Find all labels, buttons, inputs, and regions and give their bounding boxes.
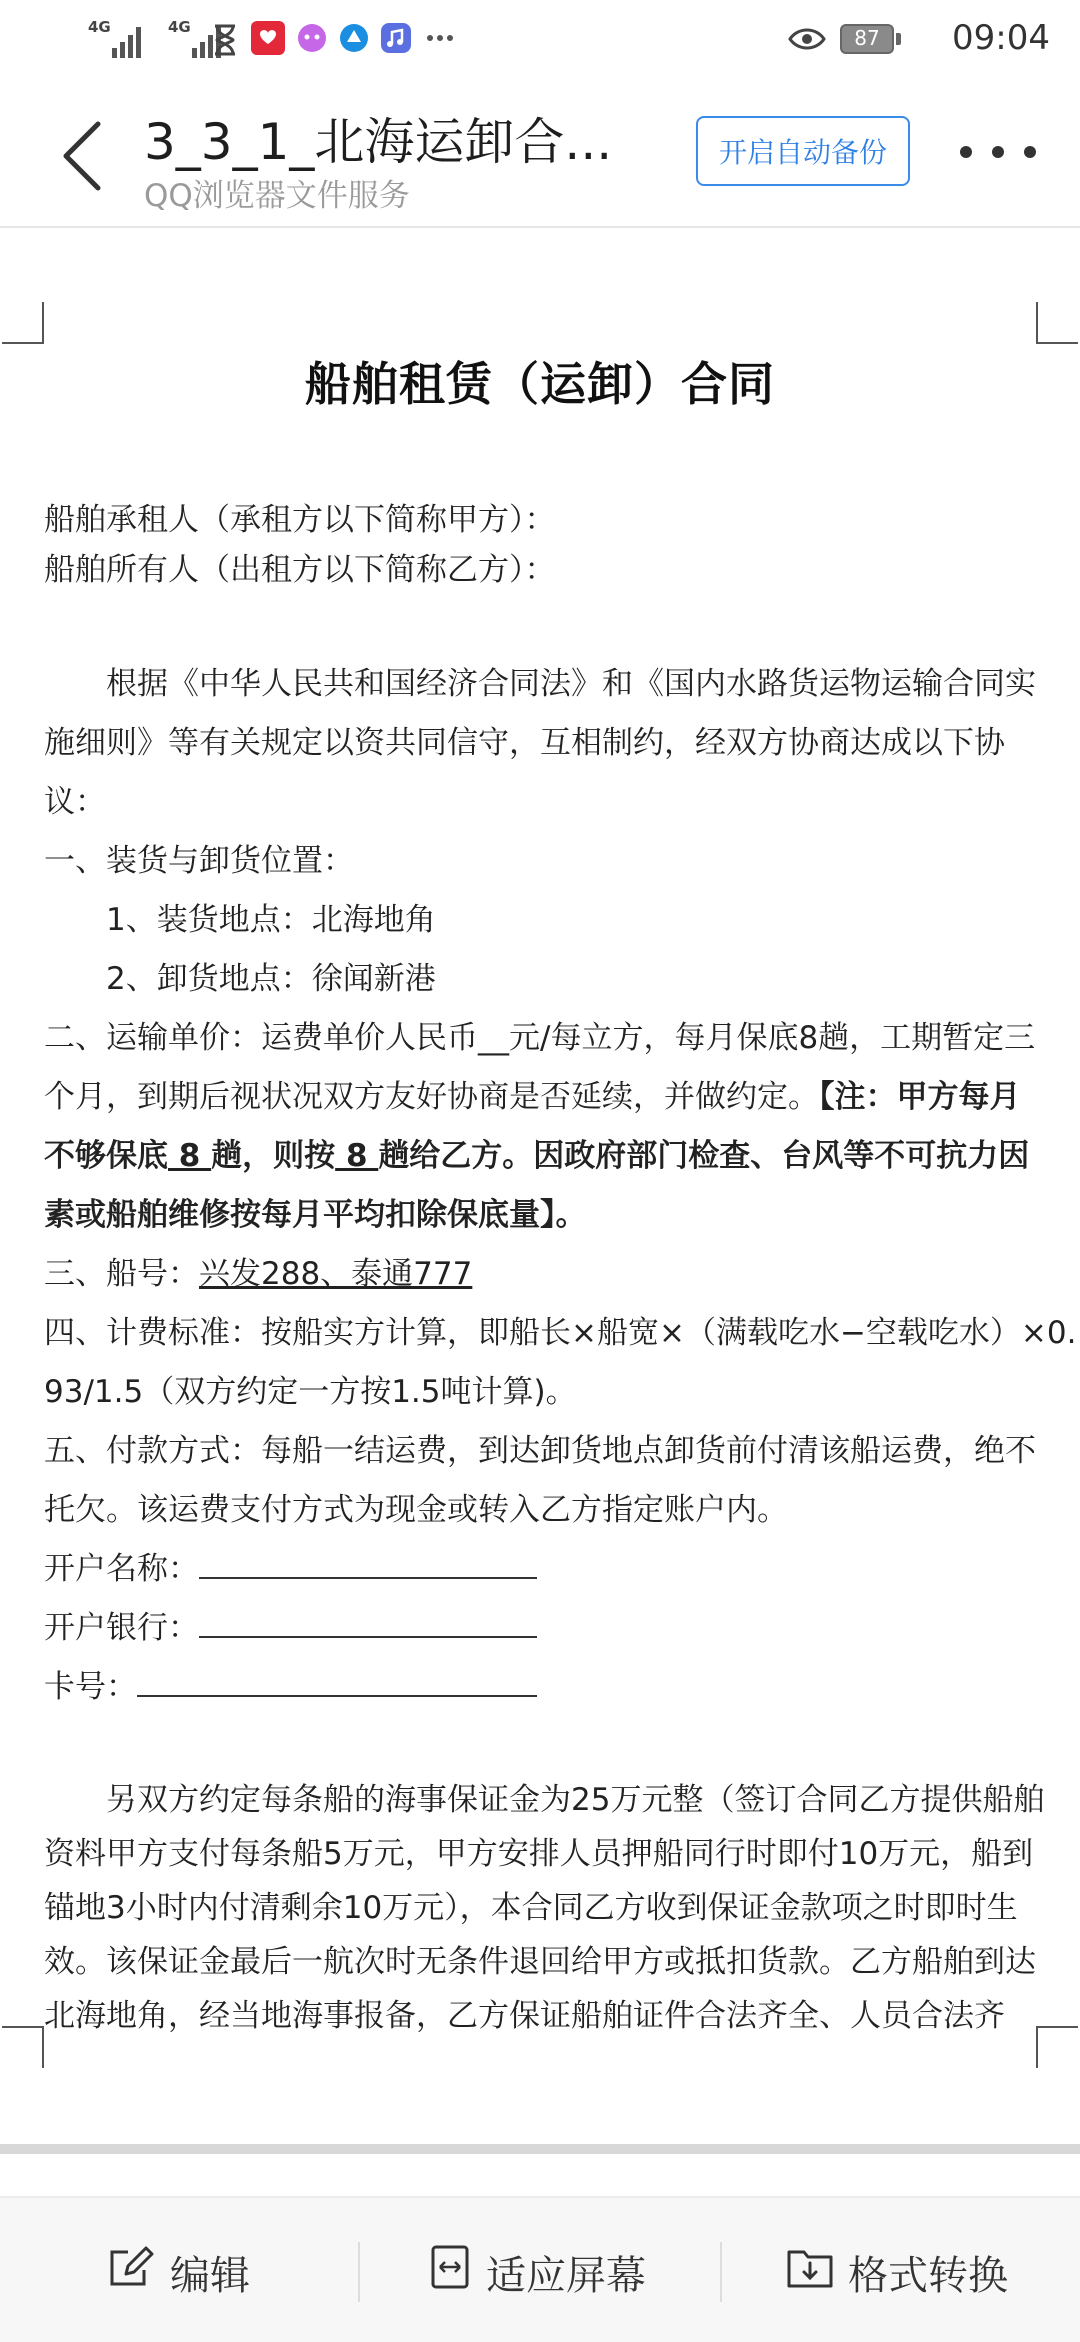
deposit-paragraph-line: 北海地角，经当地海事报备，乙方保证船舶证件合法齐全、人员合法齐 — [44, 1998, 1005, 2034]
account-name-line — [44, 1543, 537, 1588]
folder-download-icon — [786, 2244, 834, 2290]
crop-mark — [1036, 2026, 1078, 2068]
crop-mark — [1036, 302, 1078, 344]
account-bank-line — [44, 1602, 537, 1647]
account-name-label: 开户名称： — [44, 1551, 199, 1587]
edit-label: 编辑 — [170, 2253, 250, 2299]
note-number: 8 — [168, 1138, 212, 1174]
back-icon[interactable] — [58, 116, 108, 196]
section-5-line: 五、付款方式：每船一结运费，到达卸货地点卸货前付清该船运费，绝不 — [44, 1433, 1036, 1469]
party-a-line: 船舶承租人（承租方以下简称甲方）： — [44, 502, 556, 538]
section-2-line — [44, 1071, 1021, 1116]
section-5-line: 托欠。该运费支付方式为现金或转入乙方指定账户内。 — [44, 1492, 788, 1528]
eye-icon — [788, 26, 826, 52]
auto-backup-button[interactable]: 开启自动备份 — [696, 116, 910, 186]
crop-mark — [2, 302, 44, 344]
document-view[interactable] — [0, 228, 1080, 2154]
fit-screen-icon — [430, 2244, 470, 2290]
account-bank-blank — [199, 1608, 537, 1638]
card-number-line — [44, 1661, 537, 1706]
section-2-text: 个月，到期后视状况双方友好协商是否延续，并做约定。 — [44, 1079, 819, 1115]
hourglass-icon — [212, 24, 238, 56]
note-text: 趟，则按 — [211, 1138, 336, 1174]
format-convert-button[interactable] — [786, 2198, 1026, 2342]
edit-icon — [108, 2244, 154, 2290]
page-gap — [0, 2144, 1080, 2154]
section-1-item: 2、卸货地点：徐闻新港 — [106, 961, 436, 997]
deposit-paragraph-line: 资料甲方支付每条船5万元，甲方安排人员押船同行时即付10万元，船到 — [44, 1836, 1034, 1872]
network-type: 4G — [88, 18, 111, 36]
account-name-blank — [199, 1549, 537, 1579]
section-2-note-line: 素或船舶维修按每月平均扣除保底量】。 — [44, 1197, 587, 1233]
battery-icon — [840, 24, 902, 56]
app-header — [0, 80, 1080, 228]
format-convert-label: 格式转换 — [848, 2253, 1008, 2299]
party-b-line: 船舶所有人（出租方以下简称乙方）： — [44, 552, 556, 588]
toolbar-divider — [358, 2242, 360, 2302]
more-notifications-icon — [426, 34, 454, 42]
section-2-note-line — [44, 1130, 1029, 1175]
app-icon-chat — [296, 22, 328, 54]
note-text: 趟给乙方。因政府部门检查、台风等不可抗力因 — [378, 1138, 1030, 1174]
deposit-paragraph-line: 另双方约定每条船的海事保证金为25万元整（签订合同乙方提供船舶 — [106, 1782, 1045, 1818]
more-menu-icon[interactable] — [960, 132, 1036, 172]
file-title: 3_3_1_北海运卸合... — [144, 113, 613, 171]
fit-screen-label: 适应屏幕 — [486, 2253, 646, 2299]
crop-mark — [2, 2026, 44, 2068]
card-number-label: 卡号： — [44, 1669, 137, 1705]
clock: 09:04 — [952, 18, 1050, 58]
edit-button[interactable] — [108, 2198, 308, 2342]
app-icon-blue — [338, 22, 370, 54]
intro-line: 议： — [44, 784, 106, 820]
card-number-blank — [137, 1667, 537, 1697]
section-1-title: 一、装货与卸货位置： — [44, 843, 354, 879]
document-title: 船舶租赁（运卸）合同 — [305, 357, 775, 411]
account-bank-label: 开户银行： — [44, 1610, 199, 1646]
network-type: 4G — [168, 18, 191, 36]
intro-line: 施细则》等有关规定以资共同信守，互相制约，经双方协商达成以下协 — [44, 725, 1005, 761]
note-text: 不够保底 — [44, 1138, 168, 1174]
deposit-paragraph-line: 效。该保证金最后一航次时无条件退回给甲方或抵扣货款。乙方船舶到达 — [44, 1944, 1036, 1980]
ship-number-label: 三、船号： — [44, 1256, 199, 1292]
toolbar-divider — [720, 2242, 722, 2302]
ship-number-value: 兴发288、泰通777 — [199, 1256, 473, 1292]
bottom-toolbar — [0, 2196, 1080, 2342]
note-number: 8 — [335, 1138, 379, 1174]
music-icon — [380, 22, 412, 54]
battery-level: 87 — [854, 26, 880, 50]
status-bar — [0, 0, 1080, 80]
section-4-line: 93/1.5（双方约定一方按1.5吨计算)。 — [44, 1374, 577, 1410]
app-icon-red — [250, 20, 286, 56]
file-source: QQ浏览器文件服务 — [144, 178, 410, 214]
section-2-note: 【注：甲方每月 — [819, 1079, 1021, 1115]
section-2-line: 二、运输单价：运费单价人民币__元/每立方，每月保底8趟，工期暂定三 — [44, 1020, 1036, 1056]
section-4-line: 四、计费标准：按船实方计算，即船长×船宽×（满载吃水−空载吃水）×0. — [44, 1315, 1077, 1351]
deposit-paragraph-line: 锚地3小时内付清剩余10万元），本合同乙方收到保证金款项之时即时生 — [44, 1890, 1018, 1926]
intro-line: 根据《中华人民共和国经济合同法》和《国内水路货运物运输合同实 — [106, 666, 1036, 702]
fit-screen-button[interactable] — [430, 2198, 670, 2342]
section-1-item: 1、装货地点：北海地角 — [106, 902, 436, 938]
section-3-line — [44, 1248, 512, 1293]
